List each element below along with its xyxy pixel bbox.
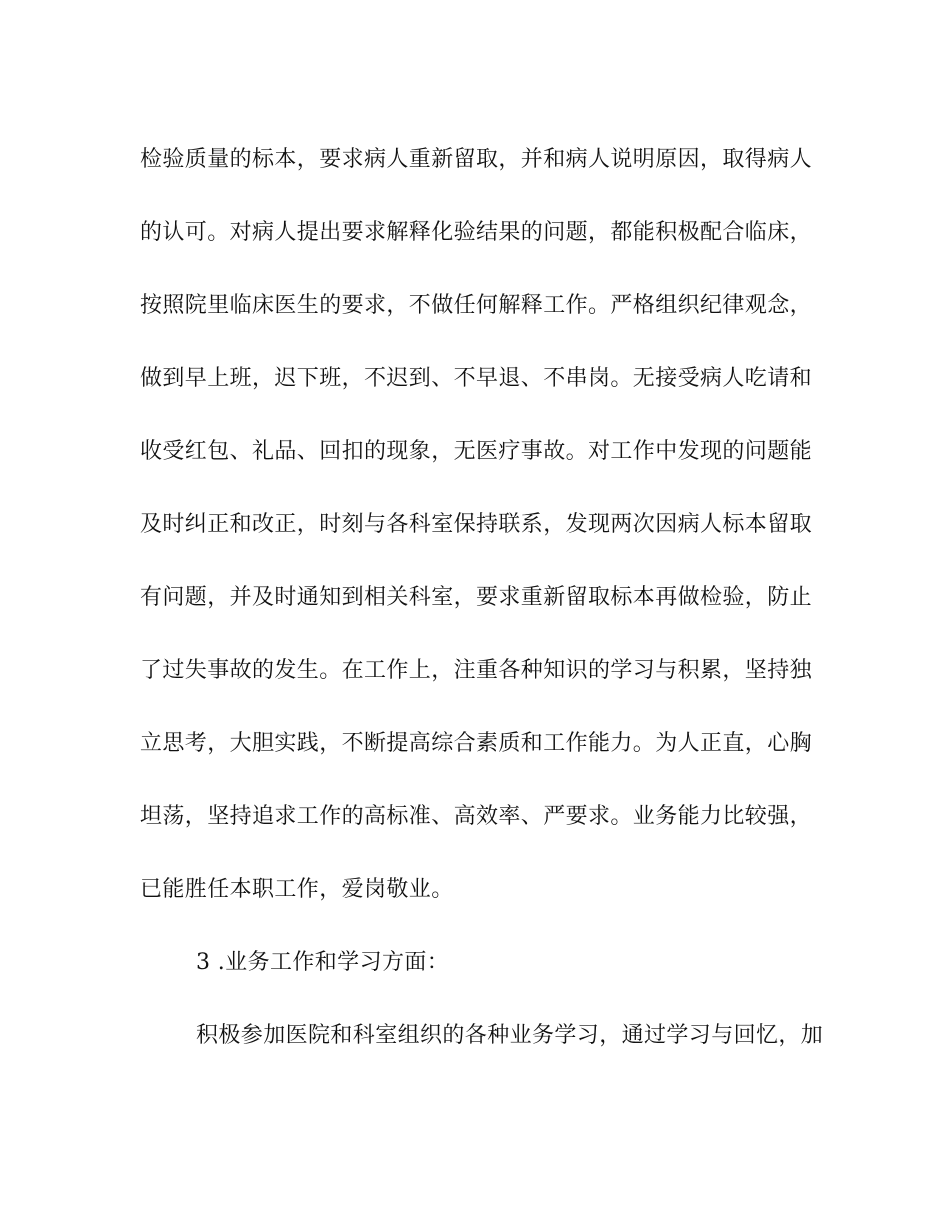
body-text-line: 有问题，并及时通知到相关科室，要求重新留取标本再做检验，防止 [140, 585, 813, 610]
body-text-line: 收受红包、礼品、回扣的现象，无医疗事故。对工作中发现的问题能 [140, 439, 813, 464]
body-text-line: 积极参加医院和科室组织的各种业务学习，通过学习与回忆，加 [196, 1023, 824, 1048]
body-text-line: 的认可。对病人提出要求解释化验结果的问题，都能积极配合临床， [140, 220, 813, 245]
body-text-line: 检验质量的标本，要求病人重新留取，并和病人说明原因，取得病人 [140, 147, 813, 172]
section-heading: 3 .业务工作和学习方面： [196, 950, 450, 975]
body-text-line: 做到早上班，迟下班，不迟到、不早退、不串岗。无接受病人吃请和 [140, 366, 813, 391]
body-text-line: 按照院里临床医生的要求，不做任何解释工作。严格组织纪律观念， [140, 293, 813, 318]
body-text-line: 了过失事故的发生。在工作上，注重各种知识的学习与积累，坚持独 [140, 658, 813, 683]
body-text-line: 坦荡，坚持追求工作的高标准、高效率、严要求。业务能力比较强， [140, 804, 813, 829]
body-text-line: 已能胜任本职工作，爱岗敬业。 [140, 877, 454, 902]
body-text-line: 及时纠正和改正，时刻与各科室保持联系，发现两次因病人标本留取 [140, 512, 813, 537]
body-text-line: 立思考，大胆实践，不断提高综合素质和工作能力。为人正直，心胸 [140, 731, 813, 756]
